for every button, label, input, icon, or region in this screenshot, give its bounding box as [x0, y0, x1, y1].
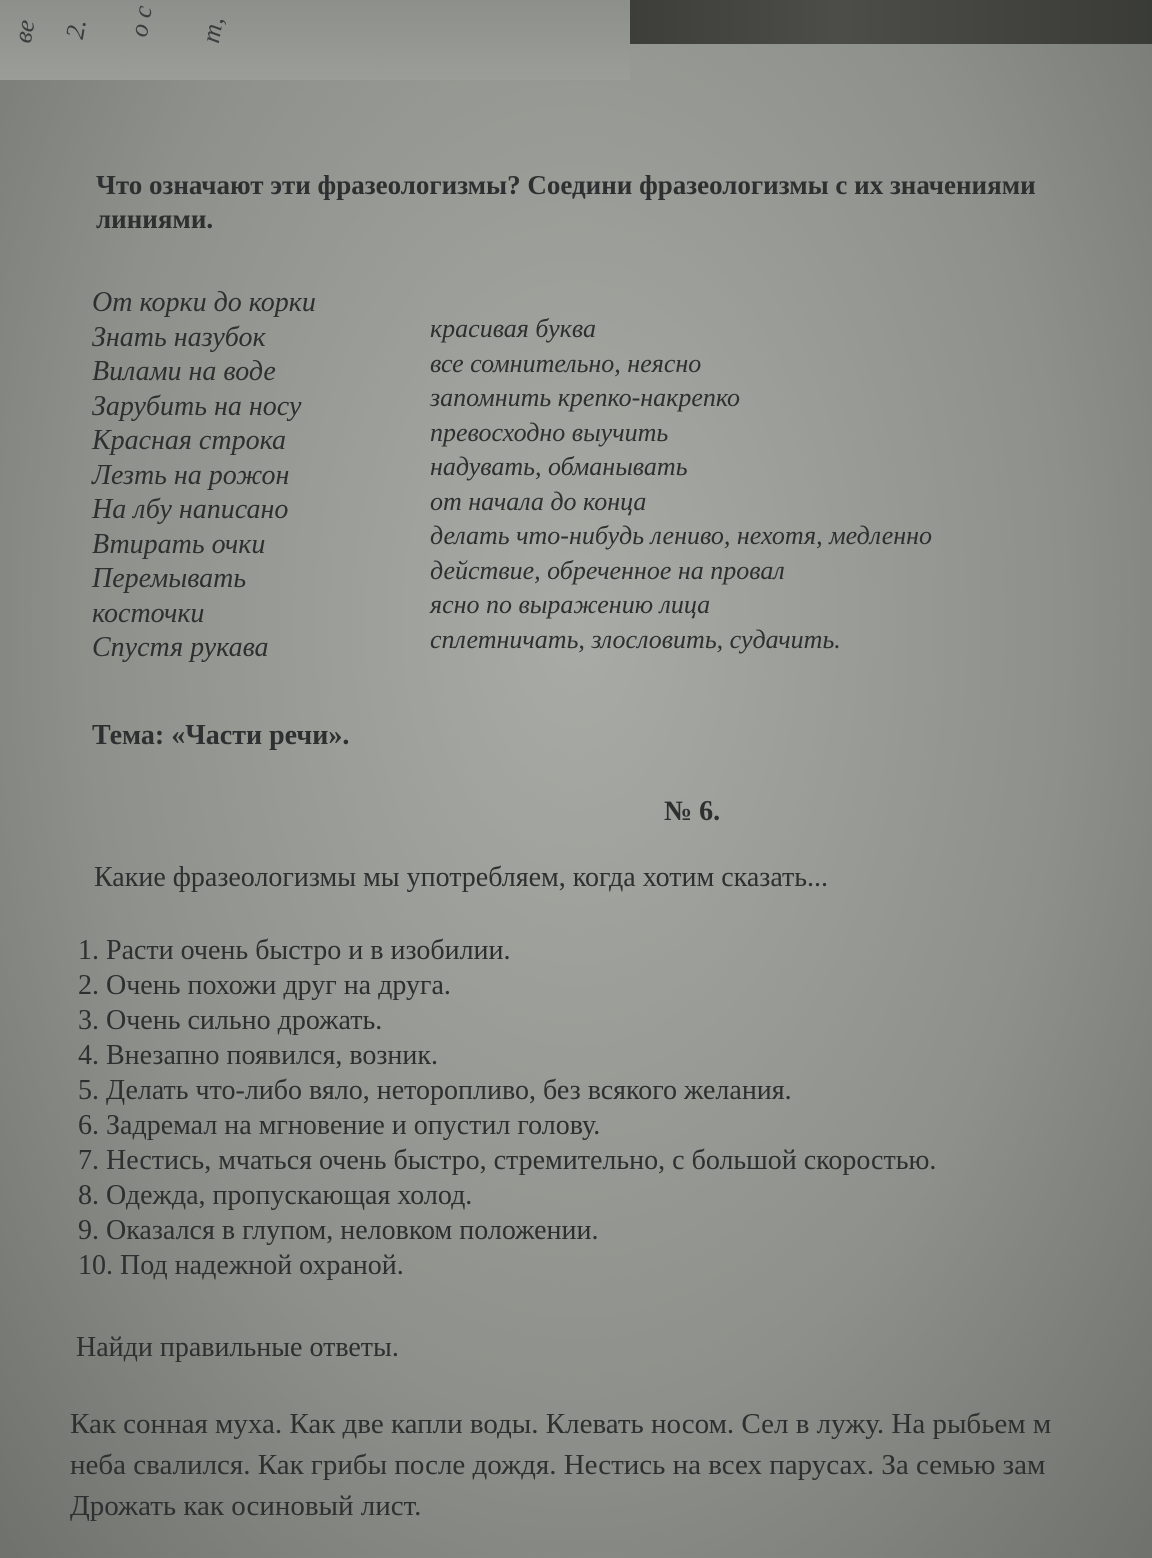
- list-item: 6. Задремал на мгновение и опустил голову.: [78, 1110, 601, 1141]
- scrap-text-1: ве: [8, 17, 41, 46]
- task-intro: Какие фразеологизмы мы употребляем, когда хотим сказать...: [94, 862, 829, 893]
- task-number: № 6.: [664, 796, 721, 827]
- idiom-item: Вилами на воде: [92, 356, 276, 387]
- numbered-list: [78, 933, 936, 1283]
- list-item: 7. Нестись, мчаться очень быстро, стремительно, с большой скоростью.: [78, 1145, 937, 1176]
- background-photo-edge: [630, 0, 1152, 44]
- meaning-item: делать что-нибудь лениво, нехотя, медленно: [430, 521, 933, 550]
- idiom-item: Перемывать: [92, 563, 247, 594]
- list-item: 3. Очень сильно дрожать.: [78, 1005, 383, 1036]
- idiom-item: Втирать очки: [92, 528, 266, 560]
- question-title-line-2: линиями.: [96, 204, 214, 234]
- idiom-item: Спустя рукава: [92, 632, 269, 663]
- meaning-item: ясно по выражению лица: [430, 590, 711, 619]
- idiom-item: Лезть на рожон: [92, 459, 290, 491]
- list-item: 1. Расти очень быстро и в изобилии.: [78, 935, 511, 966]
- meaning-item: надувать, обманывать: [430, 452, 688, 481]
- scrap-text-2: 2.: [60, 16, 92, 42]
- meaning-item: превосходно выучить: [430, 417, 669, 447]
- meaning-item: все сомнительно, неясно: [430, 348, 702, 378]
- meaning-item: запомнить крепко-накрепко: [430, 383, 741, 412]
- answer-line: неба свалился. Как грибы после дождя. Нестись на всех парусах. За семью зам: [70, 1449, 1046, 1481]
- list-item: 9. Оказался в глупом, неловком положении.: [78, 1215, 599, 1246]
- answer-options: [70, 1404, 1152, 1527]
- idiom-item: Красная строка: [92, 425, 286, 456]
- meaning-item: от начала до конца: [430, 486, 647, 516]
- list-item: 4. Внезапно появился, возник.: [78, 1040, 438, 1071]
- list-item: 2. Очень похожи друг на друга.: [78, 970, 451, 1001]
- meaning-item: красивая буква: [430, 314, 596, 343]
- meanings-column: [430, 312, 932, 657]
- torn-page-scrap: [0, 0, 630, 80]
- idiom-item: На лбу написано: [92, 494, 289, 525]
- idiom-item: косточки: [92, 597, 205, 629]
- question-title-line-1: Что означают эти фразеологизмы? Соедини фразеологизмы с их значениями: [96, 170, 1036, 200]
- idiom-item: От корки до корки: [92, 287, 316, 318]
- question-title: [96, 168, 1152, 236]
- list-item: 8. Одежда, пропускающая холод.: [78, 1180, 473, 1211]
- idiom-item: Знать назубок: [92, 321, 266, 353]
- find-answers-label: Найди правильные ответы.: [76, 1332, 399, 1363]
- idiom-item: Зарубить на носу: [92, 390, 302, 422]
- answer-line: Дрожать как осиновый лист.: [70, 1490, 422, 1522]
- answer-line: Как сонная муха. Как две капли воды. Клевать носом. Сел в лужу. На рыбьем м: [70, 1408, 1052, 1440]
- scrap-text-4: т,: [196, 14, 230, 46]
- list-item: 5. Делать что-либо вяло, неторопливо, без всякого желания.: [78, 1075, 792, 1106]
- scrap-text-3: о с: [124, 3, 158, 40]
- meaning-item: действие, обреченное на провал: [430, 555, 785, 585]
- meaning-item: сплетничать, злословить, судачить.: [430, 624, 841, 654]
- list-item: 10. Под надежной охраной.: [78, 1250, 404, 1281]
- topic-heading: Тема: «Части речи».: [92, 720, 350, 751]
- idioms-column: [92, 286, 316, 666]
